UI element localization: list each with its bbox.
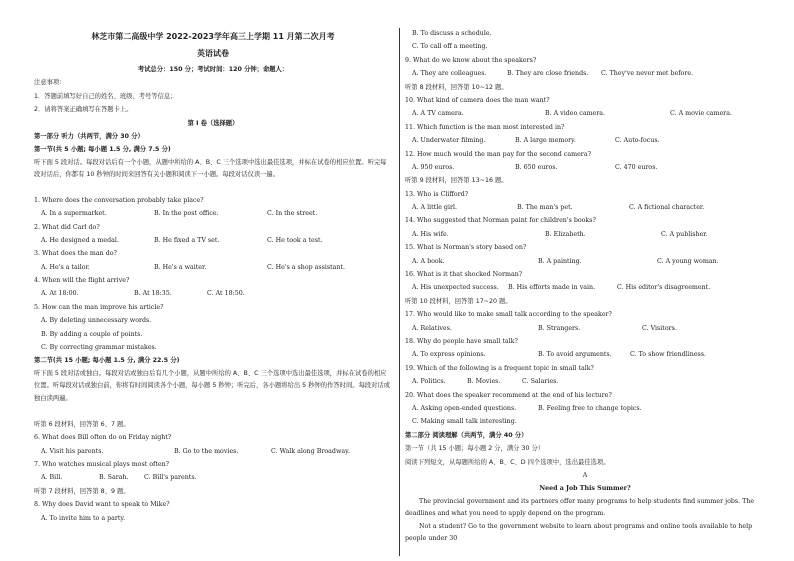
option-b: B. A painting. xyxy=(538,257,582,265)
question-stem: 10. What kind of camera does the man want? xyxy=(405,96,550,104)
option-a: A. A little girl. xyxy=(412,204,458,212)
question-stem: 4. When will the flight arrive? xyxy=(34,277,130,285)
option-c: C. Auto-focus. xyxy=(615,137,660,145)
option-a: A. His unexpected success. xyxy=(412,284,499,292)
option-a: A. Underwater filming. xyxy=(412,137,486,145)
option-b: B. By adding a couple of points. xyxy=(41,330,143,338)
option-c: C. Bill's parents. xyxy=(144,474,197,482)
option-a: A. He's a tailor. xyxy=(41,263,90,271)
part2-title: 第二部分 阅读理解（共两节，满分 40 分） xyxy=(405,431,528,439)
material-heading: 听第 8 段材料，回答第 10~12 题。 xyxy=(405,83,508,91)
question-stem: 14. Who suggested that Norman paint for children's books? xyxy=(405,217,596,225)
note-item: 2．请将答案正确填写在答题卡上。 xyxy=(34,106,133,114)
options-row xyxy=(405,402,765,415)
option-b: B. A video camera. xyxy=(545,110,606,118)
option-b: B. The man's pet. xyxy=(517,204,573,212)
option-a: A. By deleting unnecessary words. xyxy=(41,317,152,325)
question-stem: 19. Which of the following is a frequent topic in small talk? xyxy=(405,364,594,372)
option-a: A. A TV camera. xyxy=(412,110,464,118)
option-c: C. A young woman. xyxy=(657,257,719,265)
part2-section1-title: 第一节（共 15 小题；每小题 2 分，满分 30 分） xyxy=(405,445,545,453)
part1-title: 第一部分 听力（共两节，满分 30 分） xyxy=(34,132,144,140)
options-row xyxy=(405,134,765,147)
option-b: B. To avoid arguments. xyxy=(538,351,612,359)
option-c: C. A fictional character. xyxy=(629,204,705,212)
option-b: B. A large memory. xyxy=(515,137,576,145)
option-c: C. He took a test. xyxy=(267,236,323,244)
option-b: B. He's a waiter. xyxy=(154,263,207,271)
option-b: B. Strangers. xyxy=(538,324,581,332)
question-stem: 7. Who watches musical plays most often? xyxy=(34,460,170,468)
passage-letter: A xyxy=(582,471,588,479)
option-c: C. A publisher. xyxy=(661,230,708,238)
question-stem: 15. What is Norman's story based on? xyxy=(405,244,527,252)
option-a: A. Bill. xyxy=(41,474,63,482)
exam-info: 考试总分：150 分；考试时间：120 分钟；命题人： xyxy=(137,66,289,73)
option-c: C. Visitors. xyxy=(642,324,677,332)
option-b: B. At 18:35. xyxy=(134,290,172,298)
options-row xyxy=(405,255,765,268)
options-row xyxy=(34,287,392,300)
option-a: A. To invite him to a party. xyxy=(41,514,126,522)
option-b: B. In the post office. xyxy=(154,210,219,218)
exam-subtitle: 英语试卷 xyxy=(197,49,229,58)
options-row xyxy=(34,207,392,220)
options-row xyxy=(405,161,765,174)
question-stem: 8. Why does David want to speak to Mike? xyxy=(34,501,170,509)
option-b: B. He fixed a TV set. xyxy=(154,236,220,244)
option-b: B. His efforts made in vain. xyxy=(508,284,596,292)
passage-paragraph: Not a student? Go to the government website to learn about programs and online tools available to help people under 30 xyxy=(405,522,753,543)
options-row xyxy=(405,322,765,335)
note-item: 1．答题前填写好自己的姓名、班级、考号等信息； xyxy=(34,92,177,100)
question-stem: 20. What does the speaker recommend at the end of his lecture? xyxy=(405,391,612,399)
option-a: A. Visit his parents. xyxy=(41,447,104,455)
option-a: A. At 18:00. xyxy=(41,290,79,298)
option-b: B. They are close friends. xyxy=(507,70,589,78)
options-row xyxy=(405,201,765,214)
option-b: B. To discuss a schedule. xyxy=(412,30,492,37)
option-c: C. In the street. xyxy=(267,210,318,218)
material-heading: 听第 7 段材料，回答第 8、9 题。 xyxy=(34,487,130,495)
part2-instructions: 阅读下列短文，从每题所给的 A、B、C、D 四个选项中，选出最佳选项。 xyxy=(405,458,610,466)
option-c: C. Making small talk interesting. xyxy=(412,418,517,426)
option-a: A. A book. xyxy=(412,257,445,265)
option-a: A. They are colleagues. xyxy=(412,70,487,78)
options-row xyxy=(405,228,765,241)
question-stem: 11. Which function is the man most interested in? xyxy=(405,123,565,131)
option-c: C. His editor's disagreement. xyxy=(617,284,711,292)
option-c: C. They've never met before. xyxy=(601,70,694,78)
option-c: C. Walk along Broadway. xyxy=(271,447,350,455)
question-stem: 12. How much would the man pay for the second camera? xyxy=(405,150,591,158)
option-b: B. Elizabeth. xyxy=(545,230,586,238)
question-stem: 2. What did Carl do? xyxy=(34,223,100,231)
exam-title: 林芝市第二高级中学 2022-2023学年高三上学期 11 月第二次月考 xyxy=(91,32,335,41)
question-stem: 18. Why do people have small talk? xyxy=(405,337,518,345)
passage-title: Need a Job This Summer? xyxy=(539,485,631,493)
option-b: B. 650 euros. xyxy=(515,163,558,171)
section2-title: 第二节(共 15 小题; 每小题 1.5 分, 满分 22.5 分) xyxy=(34,357,180,365)
section1-title: 第一节(共 5 小题; 每小题 1.5 分, 满分 7.5 分) xyxy=(34,146,171,154)
left-column xyxy=(34,29,392,525)
material-heading: 听第 9 段材料，回答第 13~16 题。 xyxy=(405,177,508,185)
option-c: C. At 18:50. xyxy=(207,290,245,298)
option-c: C. To call off a meeting. xyxy=(412,43,488,51)
options-row xyxy=(405,107,765,120)
options-row xyxy=(405,67,765,80)
option-a: A. Relatives. xyxy=(412,324,452,332)
option-a: A. His wife. xyxy=(412,230,449,238)
option-b: B. Movies. xyxy=(467,378,501,386)
volume-heading: 第 I 卷（选择题） xyxy=(187,119,239,127)
option-a: A. To express opinions. xyxy=(412,351,486,359)
question-stem: 9. What do we know about the speakers? xyxy=(405,56,537,64)
options-row xyxy=(405,348,765,361)
option-a: A. Asking open-ended questions. xyxy=(412,404,517,412)
option-b: B. Sarah. xyxy=(99,474,129,482)
option-a: A. 950 euros. xyxy=(412,163,455,171)
options-row xyxy=(34,471,392,484)
question-stem: 17. Who would like to make small talk according to the speaker? xyxy=(405,311,612,319)
question-stem: 13. Who is Clifford? xyxy=(405,190,469,198)
material-heading: 听第 6 段材料，回答第 6、7 题。 xyxy=(34,420,130,428)
options-row xyxy=(34,261,392,274)
passage-paragraph: The provincial government and its partners offer many programs to help students find summer jobs. The deadlines and what you need to apply depend on the program. xyxy=(405,497,755,518)
material-heading: 听第 10 段材料，回答第 17~20 题。 xyxy=(405,297,512,305)
option-a: A. In a supermarket. xyxy=(41,210,107,218)
option-a: A. Politics. xyxy=(412,378,446,386)
options-row xyxy=(34,445,392,458)
question-stem: 16. What is it that shocked Norman? xyxy=(405,271,523,279)
section2-instructions: 听下面 5 段对话或独白。每段对话或独白后有几个小题，从题中所给的 A、B、C 三个选项中选出最佳选项，并标在试卷的相应位置。听每段对话或独白前，你将有时间阅读各个小题，每小题 5 秒钟；听完后，各小题将给出 5 秒钟的作答时间。每段对话或独白读两遍。 xyxy=(34,369,391,402)
section1-instructions: 听下面 5 段对话。每段对话后有一个小题，从题中所给的 A、B、C 三个选项中选出最佳选项，并标在试卷的相应位置。听完每段对话后，你都有 10 秒钟的时间来回答有关小题和阅读下一小题。每段对话仅读一遍。 xyxy=(34,158,387,179)
option-b: B. Go to the movies. xyxy=(174,447,239,455)
option-c: C. He's a shop assistant. xyxy=(267,263,345,271)
options-row xyxy=(405,281,765,294)
options-row xyxy=(405,375,765,388)
column-divider xyxy=(399,28,400,556)
option-c: C. To show friendliness. xyxy=(630,351,707,359)
option-c: C. A movie camera. xyxy=(670,110,732,118)
notes-title: 注意事项： xyxy=(34,79,66,87)
option-c: C. By correcting grammar mistakes. xyxy=(41,344,157,352)
question-stem: 5. How can the man improve his article? xyxy=(34,303,164,311)
question-stem: 6. What does Bill often do on Friday night? xyxy=(34,434,172,442)
question-stem: 1. Where does the conversation probably take place? xyxy=(34,196,204,204)
options-row xyxy=(34,234,392,247)
question-stem: 3. What does the man do? xyxy=(34,250,117,258)
option-c: C. 470 euros. xyxy=(615,163,658,171)
right-column xyxy=(405,27,765,545)
option-c: C. Salaries. xyxy=(522,378,559,386)
option-a: A. He designed a medal. xyxy=(41,236,119,244)
option-b: B. Feeling free to change topics. xyxy=(538,404,642,412)
